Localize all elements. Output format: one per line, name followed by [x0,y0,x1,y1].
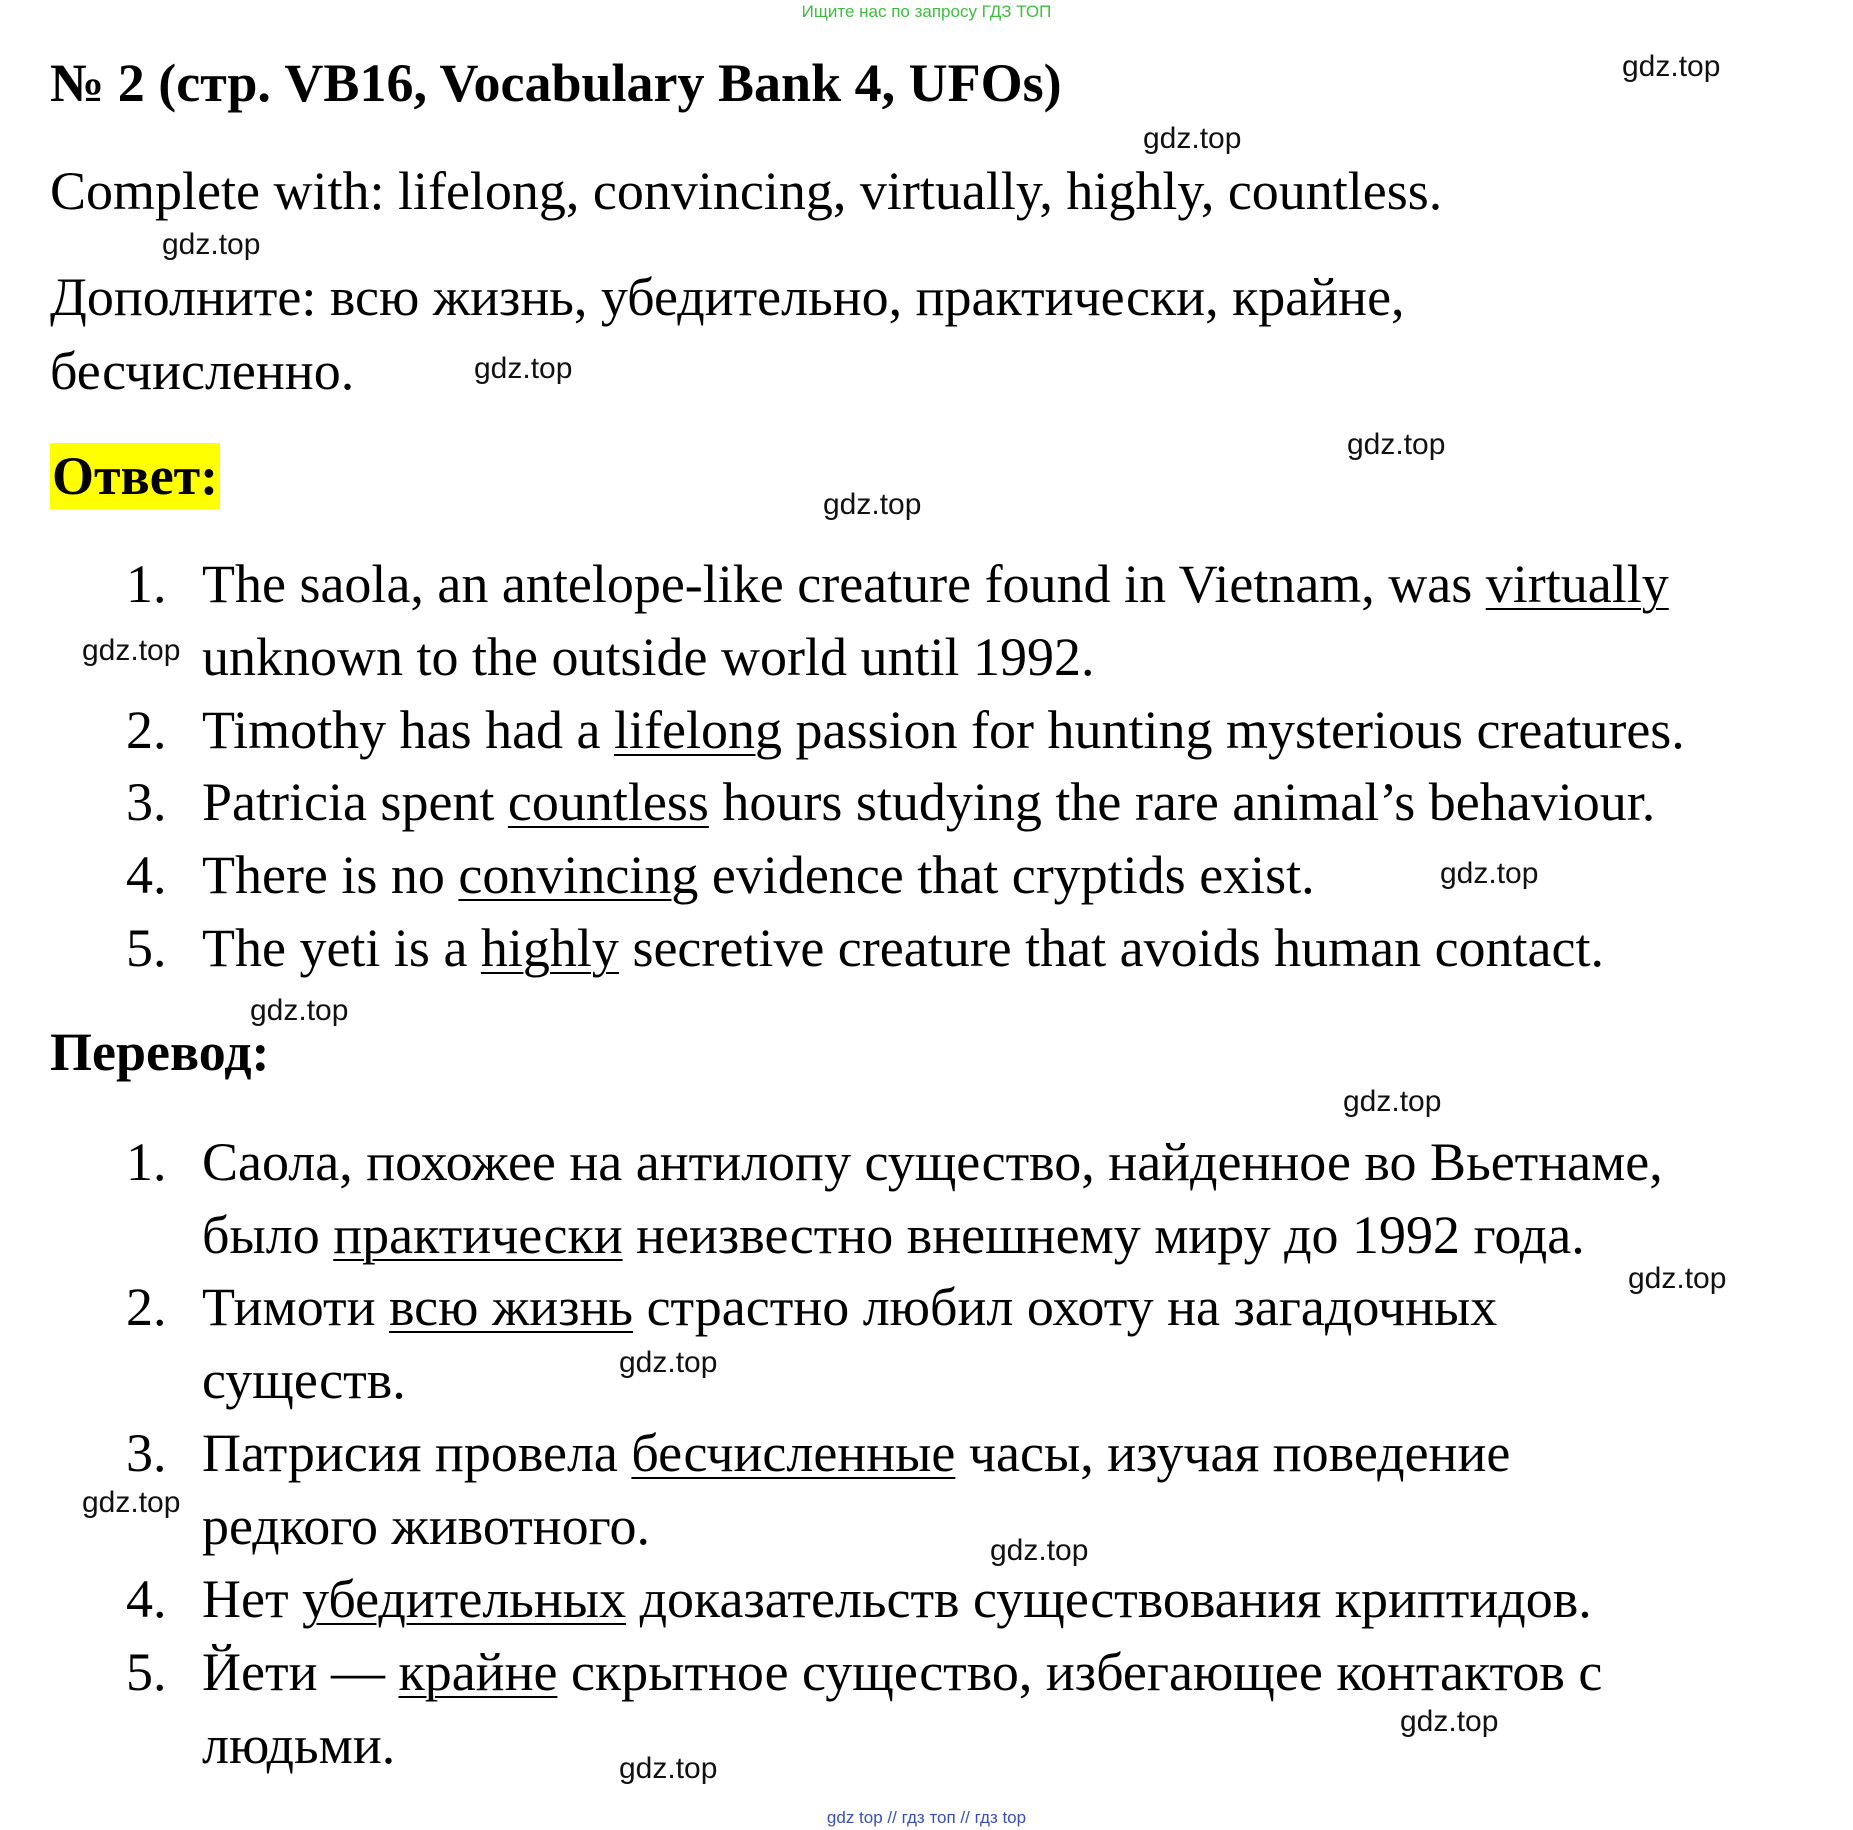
watermark: gdz.top [1347,428,1446,461]
answer-line [202,917,1604,979]
translation-text: доказательств существования криптидов. [626,1569,1592,1629]
translation-keyword: всю жизнь [389,1277,634,1337]
translation-line [202,1641,1602,1703]
translation-number: 1. [126,1132,167,1192]
translation-number: 3. [126,1423,167,1483]
translation-number: 4. [126,1569,167,1629]
answer-keyword: countless [507,772,709,832]
watermark: gdz.top [990,1534,1089,1567]
task-english: Complete with: lifelong, convincing, virtually, highly, countless. [50,161,1443,221]
translation-keyword: крайне [398,1642,558,1702]
footer: gdz top // гдз топ // гдз top [826,1808,1027,1827]
translation-text: было [202,1205,334,1265]
answer-number: 5. [126,918,167,978]
translation-line [202,1422,1510,1484]
task-russian-line2: бесчисленно. [50,341,355,401]
watermark: gdz.top [1143,122,1242,155]
answer-text: passion for hunting mysterious creatures. [781,700,1685,760]
translation-line: редкого животного. [202,1496,650,1556]
watermark: gdz.top [474,352,573,385]
answer-text: The yeti is a [202,918,481,978]
answer-text: secretive creature that avoids human contact. [618,918,1604,978]
answer-keyword: virtually [1485,554,1669,614]
answer-line [202,699,1685,761]
answer-keyword: convincing [458,845,699,905]
translation-text: скрытное существо, избегающее контактов с [557,1642,1603,1702]
answer-text: There is no [202,845,459,905]
task-russian-line1: Дополните: всю жизнь, убедительно, практически, крайне, [50,267,1405,327]
watermark: gdz.top [82,634,181,667]
translation-line [202,1276,1497,1338]
answer-text: Patricia spent [202,772,508,832]
watermark: gdz.top [250,994,349,1027]
translation-number: 5. [126,1642,167,1702]
translation-keyword: убедительных [302,1569,627,1629]
watermark: gdz.top [619,1346,718,1379]
answer-text: evidence that cryptids exist. [698,845,1315,905]
translation-text: Нет [202,1569,303,1629]
answer-line [202,553,1669,615]
answer-number: 3. [126,772,167,832]
answer-line: unknown to the outside world until 1992. [202,627,1095,687]
answer-text: Timothy has had a [202,700,615,760]
answer-number: 4. [126,845,167,905]
translation-text: Йети — [202,1642,399,1702]
answer-keyword: highly [480,918,619,978]
answer-line [202,844,1315,906]
watermark: gdz.top [162,228,261,261]
answer-number: 1. [126,554,167,614]
top-banner: Ищите нас по запросу ГДЗ ТОП [801,2,1052,21]
watermark: gdz.top [823,488,922,521]
translation-text: часы, изучая поведение [955,1423,1511,1483]
translation-line [202,1568,1592,1630]
translation-keyword: практически [333,1205,623,1265]
translation-text: неизвестно внешнему миру до 1992 года. [622,1205,1585,1265]
translation-keyword: бесчисленные [631,1423,956,1483]
watermark: gdz.top [1343,1085,1442,1118]
translation-text: Патрисия провела [202,1423,632,1483]
translation-line: Саола, похожее на антилопу существо, найденное во Вьетнаме, [202,1132,1663,1192]
answer-number: 2. [126,700,167,760]
answer-heading: Ответ: [50,443,220,509]
watermark: gdz.top [1440,857,1539,890]
page-title: № 2 (стр. VB16, Vocabulary Bank 4, UFOs) [50,53,1062,113]
translation-line [202,1204,1585,1266]
watermark: gdz.top [1622,50,1721,83]
answer-line [202,771,1655,833]
translation-text: Тимоти [202,1277,389,1337]
watermark: gdz.top [619,1752,718,1785]
answer-text: hours studying the rare animal’s behaviour. [708,772,1656,832]
translation-line: существ. [202,1350,406,1410]
answer-keyword: lifelong [614,700,782,760]
watermark: gdz.top [82,1486,181,1519]
translation-line: людьми. [202,1715,396,1775]
translation-number: 2. [126,1277,167,1337]
answer-text: The saola, an antelope-like creature found in Vietnam, was [202,554,1486,614]
translation-heading: Перевод: [50,1022,270,1082]
watermark: gdz.top [1400,1705,1499,1738]
watermark: gdz.top [1628,1262,1727,1295]
translation-text: страстно любил охоту на загадочных [633,1277,1498,1337]
